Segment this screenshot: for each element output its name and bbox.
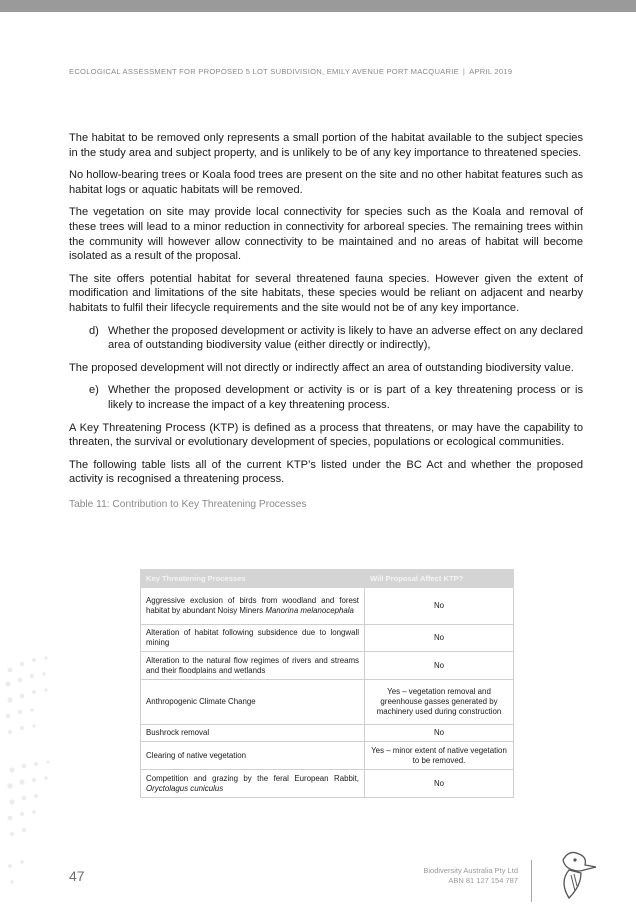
page-header [69, 67, 589, 76]
table-row [141, 625, 514, 652]
company-abn: ABN 81 127 154 787 [448, 876, 518, 885]
species-name: Oryctolagus cuniculus [146, 783, 224, 793]
answer-cell: Yes – vegetation removal and greenhouse gasses generated by machinery used during construction [365, 680, 514, 725]
process-cell [141, 770, 365, 798]
process-text: Aggressive exclusion of birds from woodland and forest habitat by abundant Noisy Miners [146, 596, 359, 615]
table-row [141, 742, 514, 770]
process-cell [141, 725, 365, 742]
kookaburra-logo-icon [551, 846, 597, 904]
document-body [69, 131, 583, 516]
paragraph: The proposed development will not directly or indirectly affect an area of outstanding biodiversity value. [69, 361, 574, 374]
process-cell [141, 588, 365, 625]
footer-company [380, 866, 518, 886]
column-header: Key Threatening Processes [141, 570, 365, 588]
paragraph: The site offers potential habitat for several threatened fauna species. However given the extent of modification and limitations of the site habitats, these species would be reliant on adjacent and nearby habitats to fulfil their lifecycle requirements and the site would not be of any key importance. [69, 272, 583, 314]
dot-pattern-decoration [0, 630, 60, 907]
header-separator: | [462, 67, 466, 76]
criterion-text: Whether the proposed development or activity is or is part of a key threatening process or is likely to increase the impact of a key threatening process. [108, 384, 583, 411]
process-text: Clearing of native vegetation [146, 750, 247, 760]
table-header-row [141, 570, 514, 588]
paragraph: The vegetation on site may provide local connectivity for species such as the Koala and removal of these trees will lead to a minor reduction in connectivity for arboreal species. The remaining trees within the community will however allow connectivity to be maintained and no areas of habitat will become isolated as a result of the proposal. [69, 206, 583, 263]
column-header: Will Proposal Affect KTP? [365, 570, 514, 588]
answer-cell: No [365, 770, 514, 798]
process-cell [141, 652, 365, 680]
answer-cell: Yes – minor extent of native vegetation to be removed. [365, 742, 514, 770]
answer-cell: No [365, 652, 514, 680]
header-date: APRIL 2019 [469, 67, 513, 76]
table-row [141, 680, 514, 725]
process-cell [141, 742, 365, 770]
table-row [141, 770, 514, 798]
page-number: 47 [69, 868, 85, 884]
criterion-text: Whether the proposed development or activity is likely to have an adverse effect on any declared area of outstanding biodiversity value (either directly or indirectly), [108, 324, 583, 352]
process-text: Alteration of habitat following subsidence due to longwall mining [146, 628, 359, 647]
table-row [141, 588, 514, 625]
answer-cell: No [365, 588, 514, 625]
process-text: Anthropogenic Climate Change [146, 697, 256, 706]
header-title: ECOLOGICAL ASSESSMENT FOR PROPOSED 5 LOT SUBDIVISION, EMILY AVENUE PORT MACQUARIE [69, 67, 459, 76]
table-row [141, 725, 514, 742]
process-text: Alteration to the natural flow regimes of rivers and streams and their floodplains and wetlands [146, 655, 359, 675]
paragraph: The following table lists all of the current KTP’s listed under the BC Act and whether the proposed activity is recognised a threatening process. [69, 458, 583, 486]
table-row [141, 652, 514, 680]
process-cell [141, 680, 365, 725]
process-text: Competition and grazing by the feral European Rabbit, [146, 773, 359, 783]
paragraph: No hollow-bearing trees or Koala food trees are present on the site and no other habitat features such as habitat logs or aquatic habitats will be removed. [69, 169, 583, 196]
process-text: Bushrock removal [146, 728, 210, 737]
species-name: Manorina melanocephala [265, 606, 354, 615]
company-name: Biodiversity Australia Pty Ltd [423, 866, 518, 875]
criterion-label: d) [89, 324, 99, 337]
answer-cell: No [365, 625, 514, 652]
criterion-d [89, 324, 583, 353]
criterion-label: e) [89, 384, 99, 397]
ktp-table [140, 569, 514, 798]
top-band [0, 0, 636, 12]
footer-divider [531, 860, 532, 902]
process-cell [141, 625, 365, 652]
answer-cell: No [365, 725, 514, 742]
criterion-e [89, 383, 583, 412]
table-caption: Table 11: Contribution to Key Threatening Processes [69, 498, 307, 510]
paragraph: The habitat to be removed only represents a small portion of the habitat available to the subject species in the study area and subject property, and is unlikely to be of any key importance to threatened species. [69, 132, 583, 159]
paragraph: A Key Threatening Process (KTP) is defined as a process that threatens, or may have the capability to threaten, the survival or evolutionary development of species, populations or ecological communities. [69, 421, 583, 449]
